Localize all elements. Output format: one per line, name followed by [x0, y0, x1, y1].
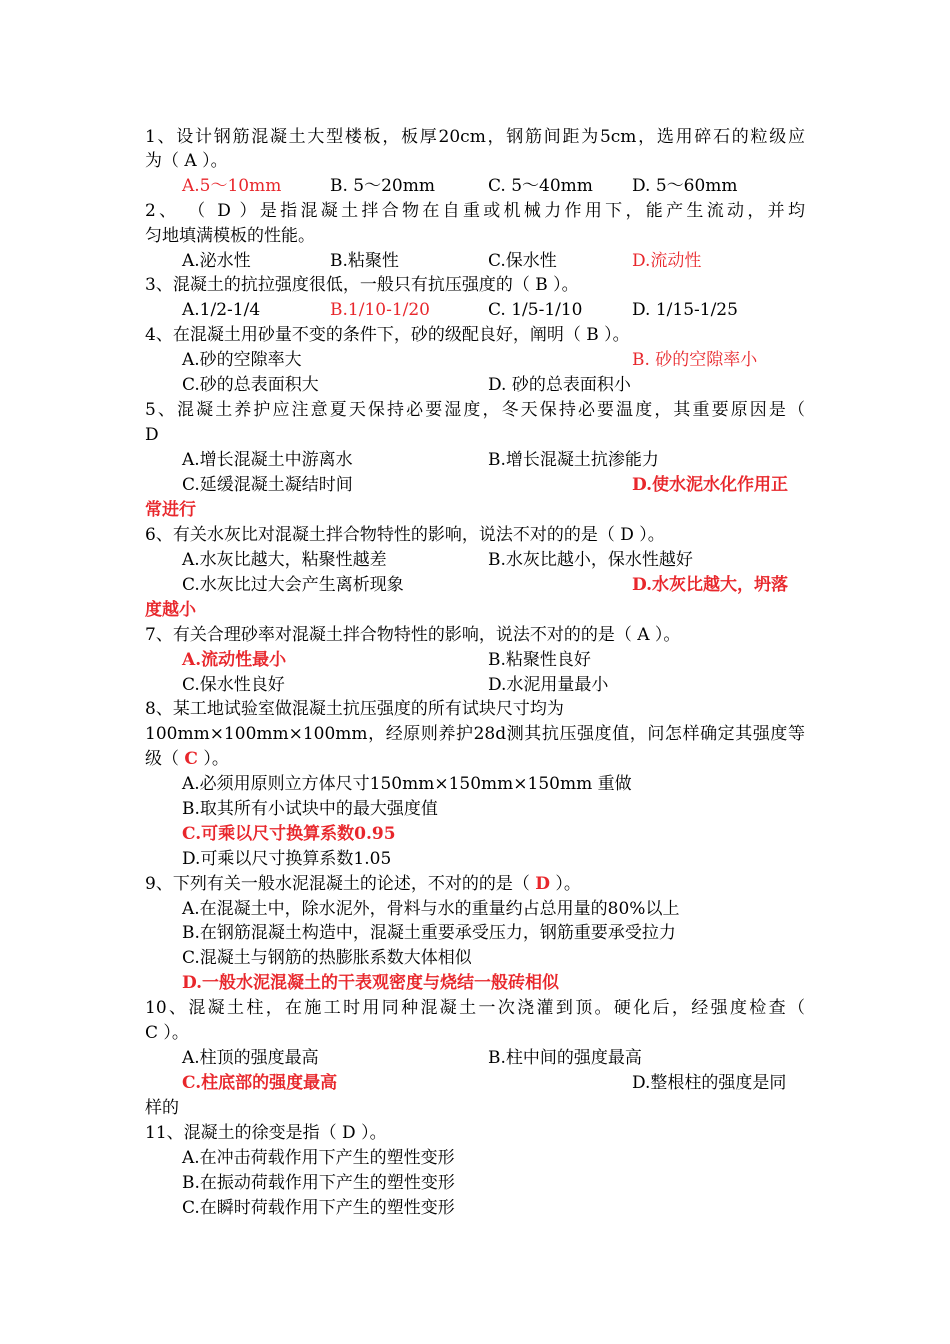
q7-option-d: D.水泥用量最小	[488, 675, 609, 695]
q4-option-d: D. 砂的总表面积小	[488, 375, 631, 395]
q3-option-d: D. 1/15-1/25	[632, 300, 738, 320]
q2-stem-line1: 2、 （ D ）是指混凝土拌合物在自重或机械力作用下，能产生流动，并均	[145, 201, 805, 221]
q11-option-a: A.在冲击荷载作用下产生的塑性变形	[182, 1148, 455, 1168]
q9-option-d: D.一般水泥混凝土的干表观密度与烧结一般砖相似	[182, 973, 560, 993]
q7-stem-line1: 7、有关合理砂率对混凝土拌合物特性的影响，说法不对的的是（ A ）。	[145, 625, 681, 645]
q2-option-a: A.泌水性	[182, 251, 251, 271]
q8-answer: C	[184, 749, 198, 769]
q2-stem-line2: 匀地填满模板的性能。	[145, 226, 315, 246]
q9-stem-prefix: 9、下列有关一般水泥混凝土的论述，不对的的是（	[145, 874, 536, 894]
q7-option-a: A.流动性最小	[182, 650, 287, 670]
q4-stem-line1: 4、在混凝土用砂量不变的条件下，砂的级配良好，阐明（ B ）。	[145, 325, 630, 345]
q11-option-b: B.在振动荷载作用下产生的塑性变形	[182, 1173, 455, 1193]
q3-option-a: A.1/2-1/4	[182, 300, 261, 320]
q1-stem-line1: 1、设计钢筋混凝土大型楼板，板厚20cm，钢筋间距为5cm，选用碎石的粒级应	[145, 127, 805, 147]
q1-option-b: B. 5～20mm	[330, 176, 435, 196]
q8-stem-line3	[145, 748, 229, 770]
q10-option-b: B.柱中间的强度最高	[488, 1048, 642, 1068]
q1-stem-line2: 为（ A ）。	[145, 151, 228, 171]
q9-stem-line1	[145, 873, 581, 895]
q6-option-a: A.水灰比越大，粘聚性越差	[182, 550, 387, 570]
q2-option-c: C.保水性	[488, 251, 557, 271]
q8-stem-line1: 8、某工地试验室做混凝土抗压强度的所有试块尺寸均为	[145, 699, 564, 719]
q9-option-b: B.在钢筋混凝土构造中，混凝土重要承受压力，钢筋重要承受拉力	[182, 923, 676, 943]
q5-stem-line2: D	[145, 425, 159, 445]
q5-option-d-continued: 常进行	[145, 500, 196, 520]
q11-stem-line1: 11、混凝土的徐变是指（ D ）。	[145, 1123, 387, 1143]
q3-option-b: B.1/10-1/20	[330, 300, 430, 320]
q6-option-d: D.水灰比越大，坍落	[632, 575, 789, 595]
q4-option-b: B. 砂的空隙率小	[632, 350, 758, 370]
q10-option-d: D.整根柱的强度是同	[632, 1073, 787, 1093]
q2-option-d: D.流动性	[632, 251, 702, 271]
q2-option-b: B.粘聚性	[330, 251, 399, 271]
q9-stem-suffix: ）。	[549, 874, 581, 894]
q1-option-d: D. 5～60mm	[632, 176, 738, 196]
q5-option-d: D.使水泥水化作用正	[632, 475, 789, 495]
q8-option-d: D.可乘以尺寸换算系数1.05	[182, 849, 392, 869]
q5-stem-line1: 5、混凝土养护应注意夏天保持必要湿度，冬天保持必要温度，其重要原因是（	[145, 400, 805, 420]
q8-stem-prefix: 级（	[145, 749, 185, 769]
q3-stem-line1: 3、混凝土的抗拉强度很低，一般只有抗压强度的（ B ）。	[145, 275, 579, 295]
q10-option-c: C.柱底部的强度最高	[182, 1073, 338, 1093]
q8-option-a: A.必须用原则立方体尺寸150mm×150mm×150mm 重做	[182, 774, 632, 794]
q4-option-a: A.砂的空隙率大	[182, 350, 302, 370]
q8-option-c: C.可乘以尺寸换算系数0.95	[182, 824, 396, 844]
q11-option-c: C.在瞬时荷载作用下产生的塑性变形	[182, 1198, 455, 1218]
q10-option-d-continued: 样的	[145, 1098, 179, 1118]
q1-option-c: C. 5～40mm	[488, 176, 593, 196]
q6-option-c: C.水灰比过大会产生离析现象	[182, 575, 404, 595]
q1-option-a: A.5～10mm	[182, 176, 282, 196]
q8-option-b: B.取其所有小试块中的最大强度值	[182, 799, 438, 819]
q7-option-b: B.粘聚性良好	[488, 650, 591, 670]
q9-option-a: A.在混凝土中，除水泥外，骨料与水的重量约占总用量的80%以上	[182, 899, 680, 919]
q10-stem-line1: 10、混凝土柱，在施工时用同种混凝土一次浇灌到顶。硬化后，经强度检查（	[145, 998, 805, 1018]
q4-option-c: C.砂的总表面积大	[182, 375, 319, 395]
q6-option-b: B.水灰比越小，保水性越好	[488, 550, 693, 570]
q3-option-c: C. 1/5-1/10	[488, 300, 583, 320]
q7-option-c: C.保水性良好	[182, 675, 285, 695]
q6-option-d-continued: 度越小	[145, 600, 196, 620]
q9-answer: D	[535, 874, 550, 894]
q5-option-b: B.增长混凝土抗渗能力	[488, 450, 659, 470]
q6-stem-line1: 6、有关水灰比对混凝土拌合物特性的影响，说法不对的的是（ D ）。	[145, 525, 665, 545]
q5-option-a: A.增长混凝土中游离水	[182, 450, 353, 470]
q8-stem-suffix: ）。	[197, 749, 229, 769]
q8-stem-line2: 100mm×100mm×100mm，经原则养护28d测其抗压强度值，问怎样确定其强度等	[145, 724, 805, 744]
q10-option-a: A.柱顶的强度最高	[182, 1048, 319, 1068]
q10-stem-line2: C ）。	[145, 1023, 189, 1043]
q9-option-c: C.混凝土与钢筋的热膨胀系数大体相似	[182, 948, 472, 968]
q5-option-c: C.延缓混凝土凝结时间	[182, 475, 353, 495]
